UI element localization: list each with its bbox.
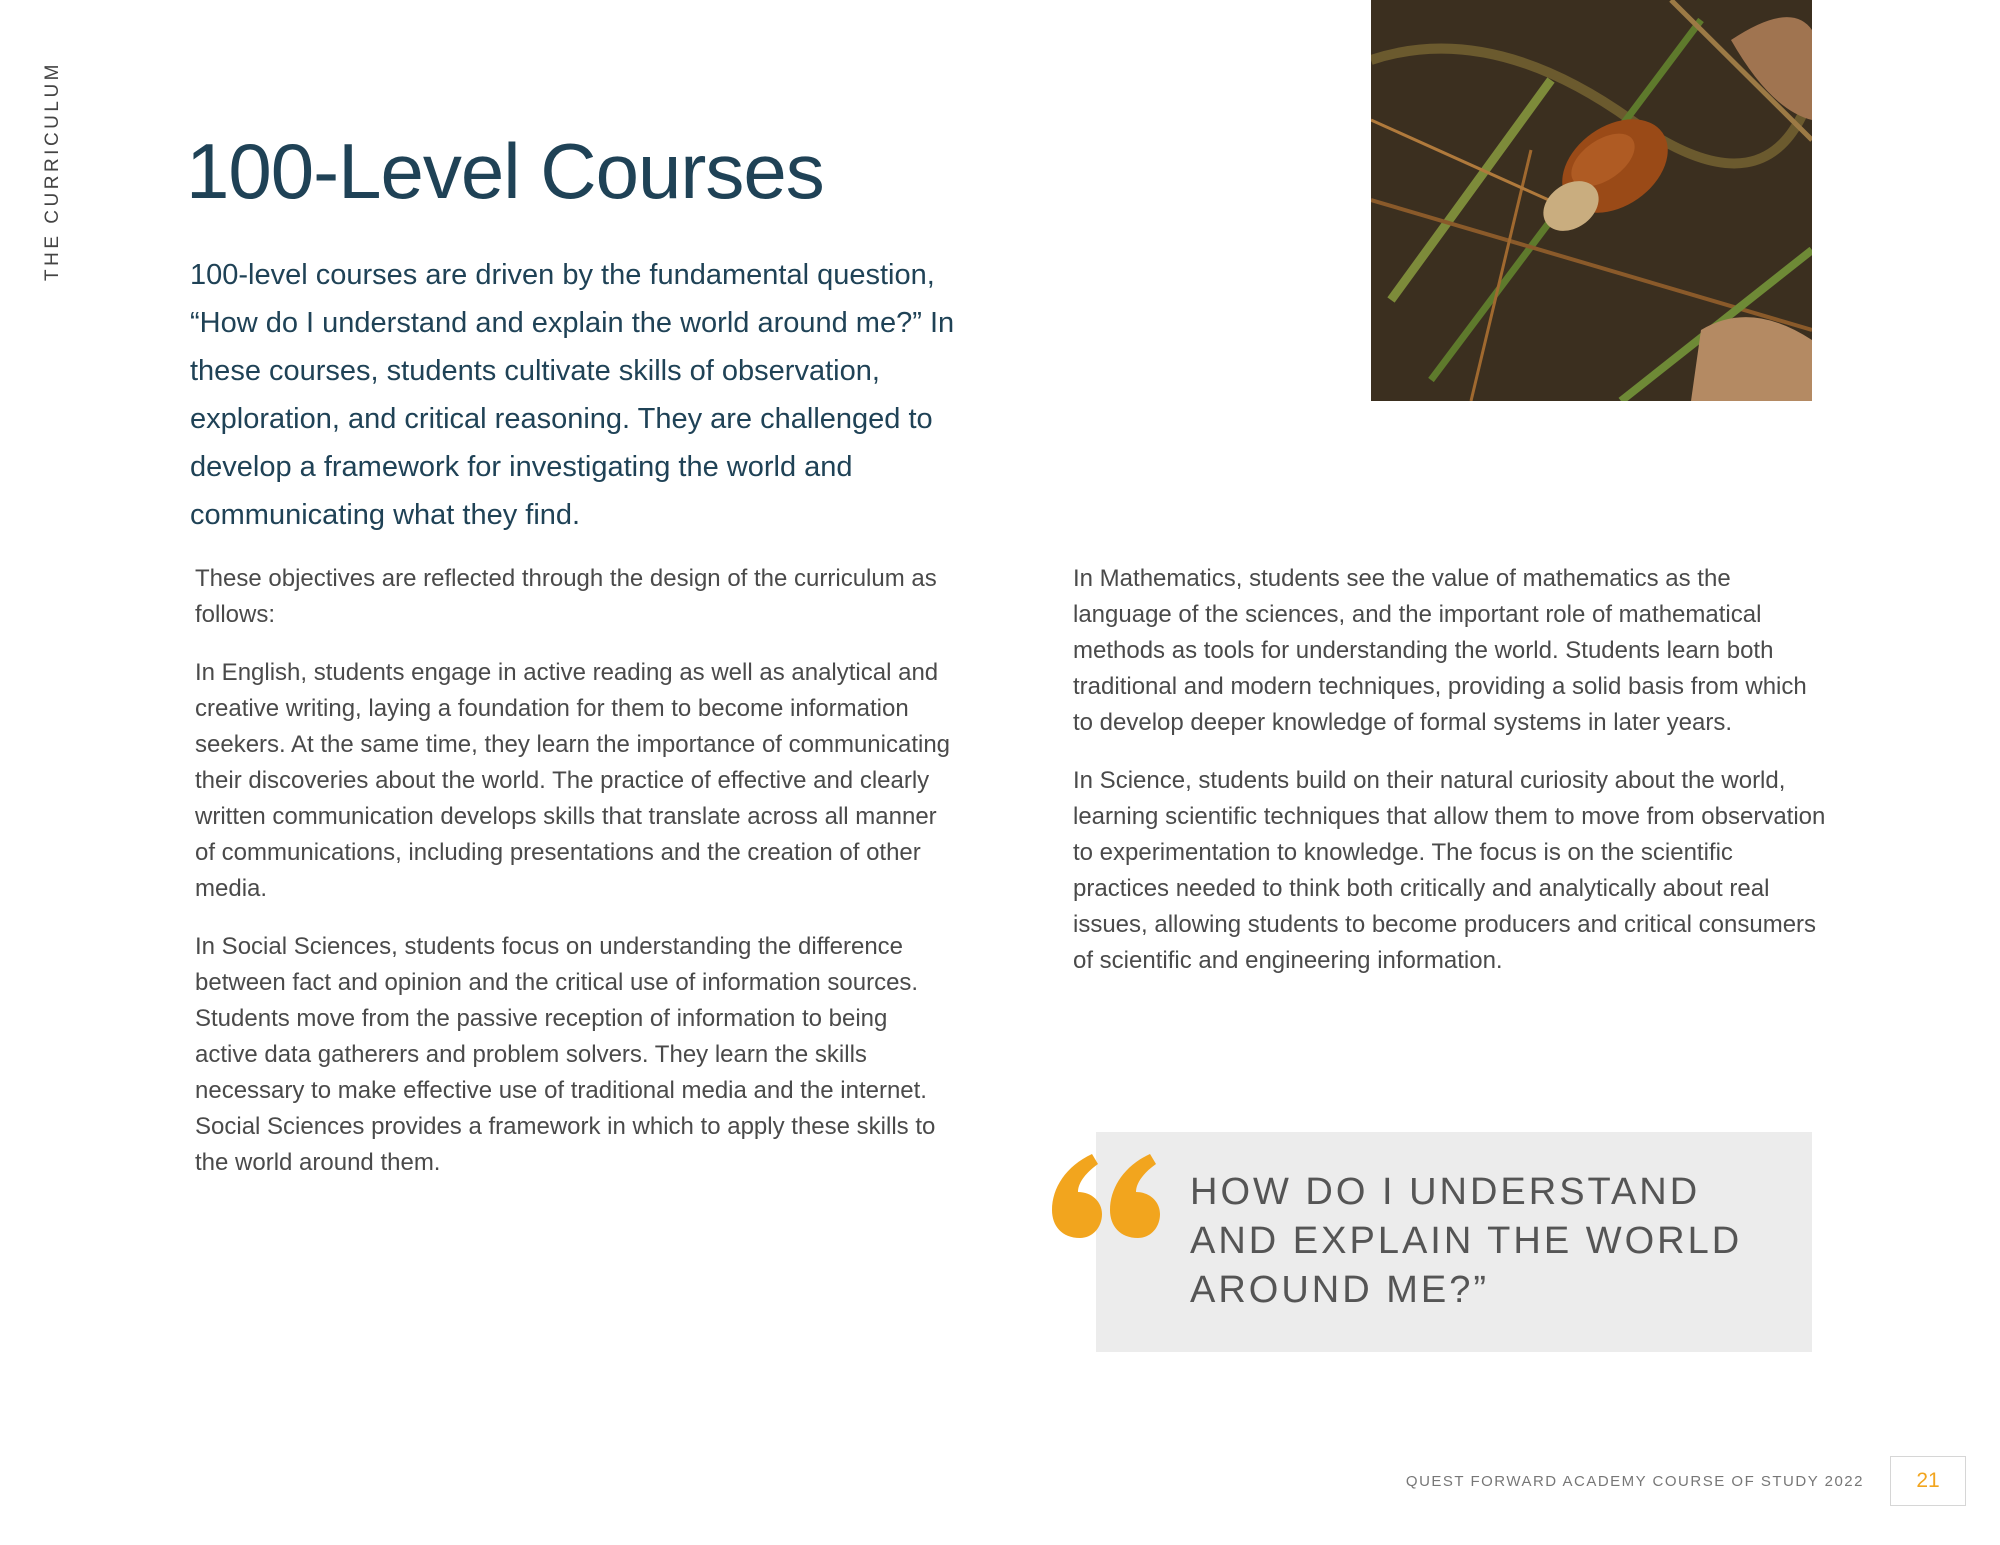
objectives-paragraph: These objectives are reflected through the design of the curriculum as follows: (195, 565, 937, 628)
mathematics-paragraph: In Mathematics, students see the value of mathematics as the language of the sciences, and the important role of mathematical methods as tools for understanding the world. Students learn both traditional and modern techniques, providing a solid basis from which to develop deeper knowledge of formal systems in later years. (1073, 565, 1807, 736)
social-sciences-paragraph: In Social Sciences, students focus on understanding the difference between fact and opinion and the critical use of information sources. Students move from the passive reception of information to being active data gatherers and problem solvers. They learn the skills necessary to make effective use of traditional media and the internet. Social Sciences provides a framework in which to apply these skills to the world around them. (195, 933, 936, 1176)
left-column (195, 561, 955, 1203)
intro-paragraph: 100-level courses are driven by the fundamental question, “How do I understand and explain the world around me?” In these courses, students cultivate skills of observation, exploration, and critical reasoning. They are challenged to develop a framework for investigating the world and communicating what they find. (190, 259, 955, 531)
acorn-photo (1371, 0, 1812, 401)
pull-quote-text: HOW DO I UNDERSTAND AND EXPLAIN THE WORLD AROUND ME?” (1190, 1171, 1743, 1311)
right-column (1073, 561, 1833, 1001)
footer-publication: QUEST FORWARD ACADEMY COURSE OF STUDY 2022 (1405, 1473, 1864, 1490)
quote-mark-icon (1052, 1154, 1162, 1238)
section-label-text: THE CURRICULUM (42, 61, 63, 281)
page-number-text: 21 (1916, 1469, 1940, 1492)
english-paragraph: In English, students engage in active reading as well as analytical and creative writing, laying a foundation for them to become information seekers. At the same time, they learn the importance of communicating their discoveries about the world. The practice of effective and clearly written communication develops skills that translate across all manner of communications, including presentations and the creation of other media. (195, 659, 951, 902)
science-paragraph: In Science, students build on their natural curiosity about the world, learning scientific techniques that allow them to move from observation to experimentation to knowledge. The focus is on the scientific practices needed to think both critically and analytically about real issues, allowing students to become producers and critical consumers of scientific and engineering information. (1073, 767, 1826, 974)
section-label (38, 61, 68, 281)
page-number (1890, 1456, 1966, 1506)
page-title: 100-Level Courses (186, 127, 824, 215)
